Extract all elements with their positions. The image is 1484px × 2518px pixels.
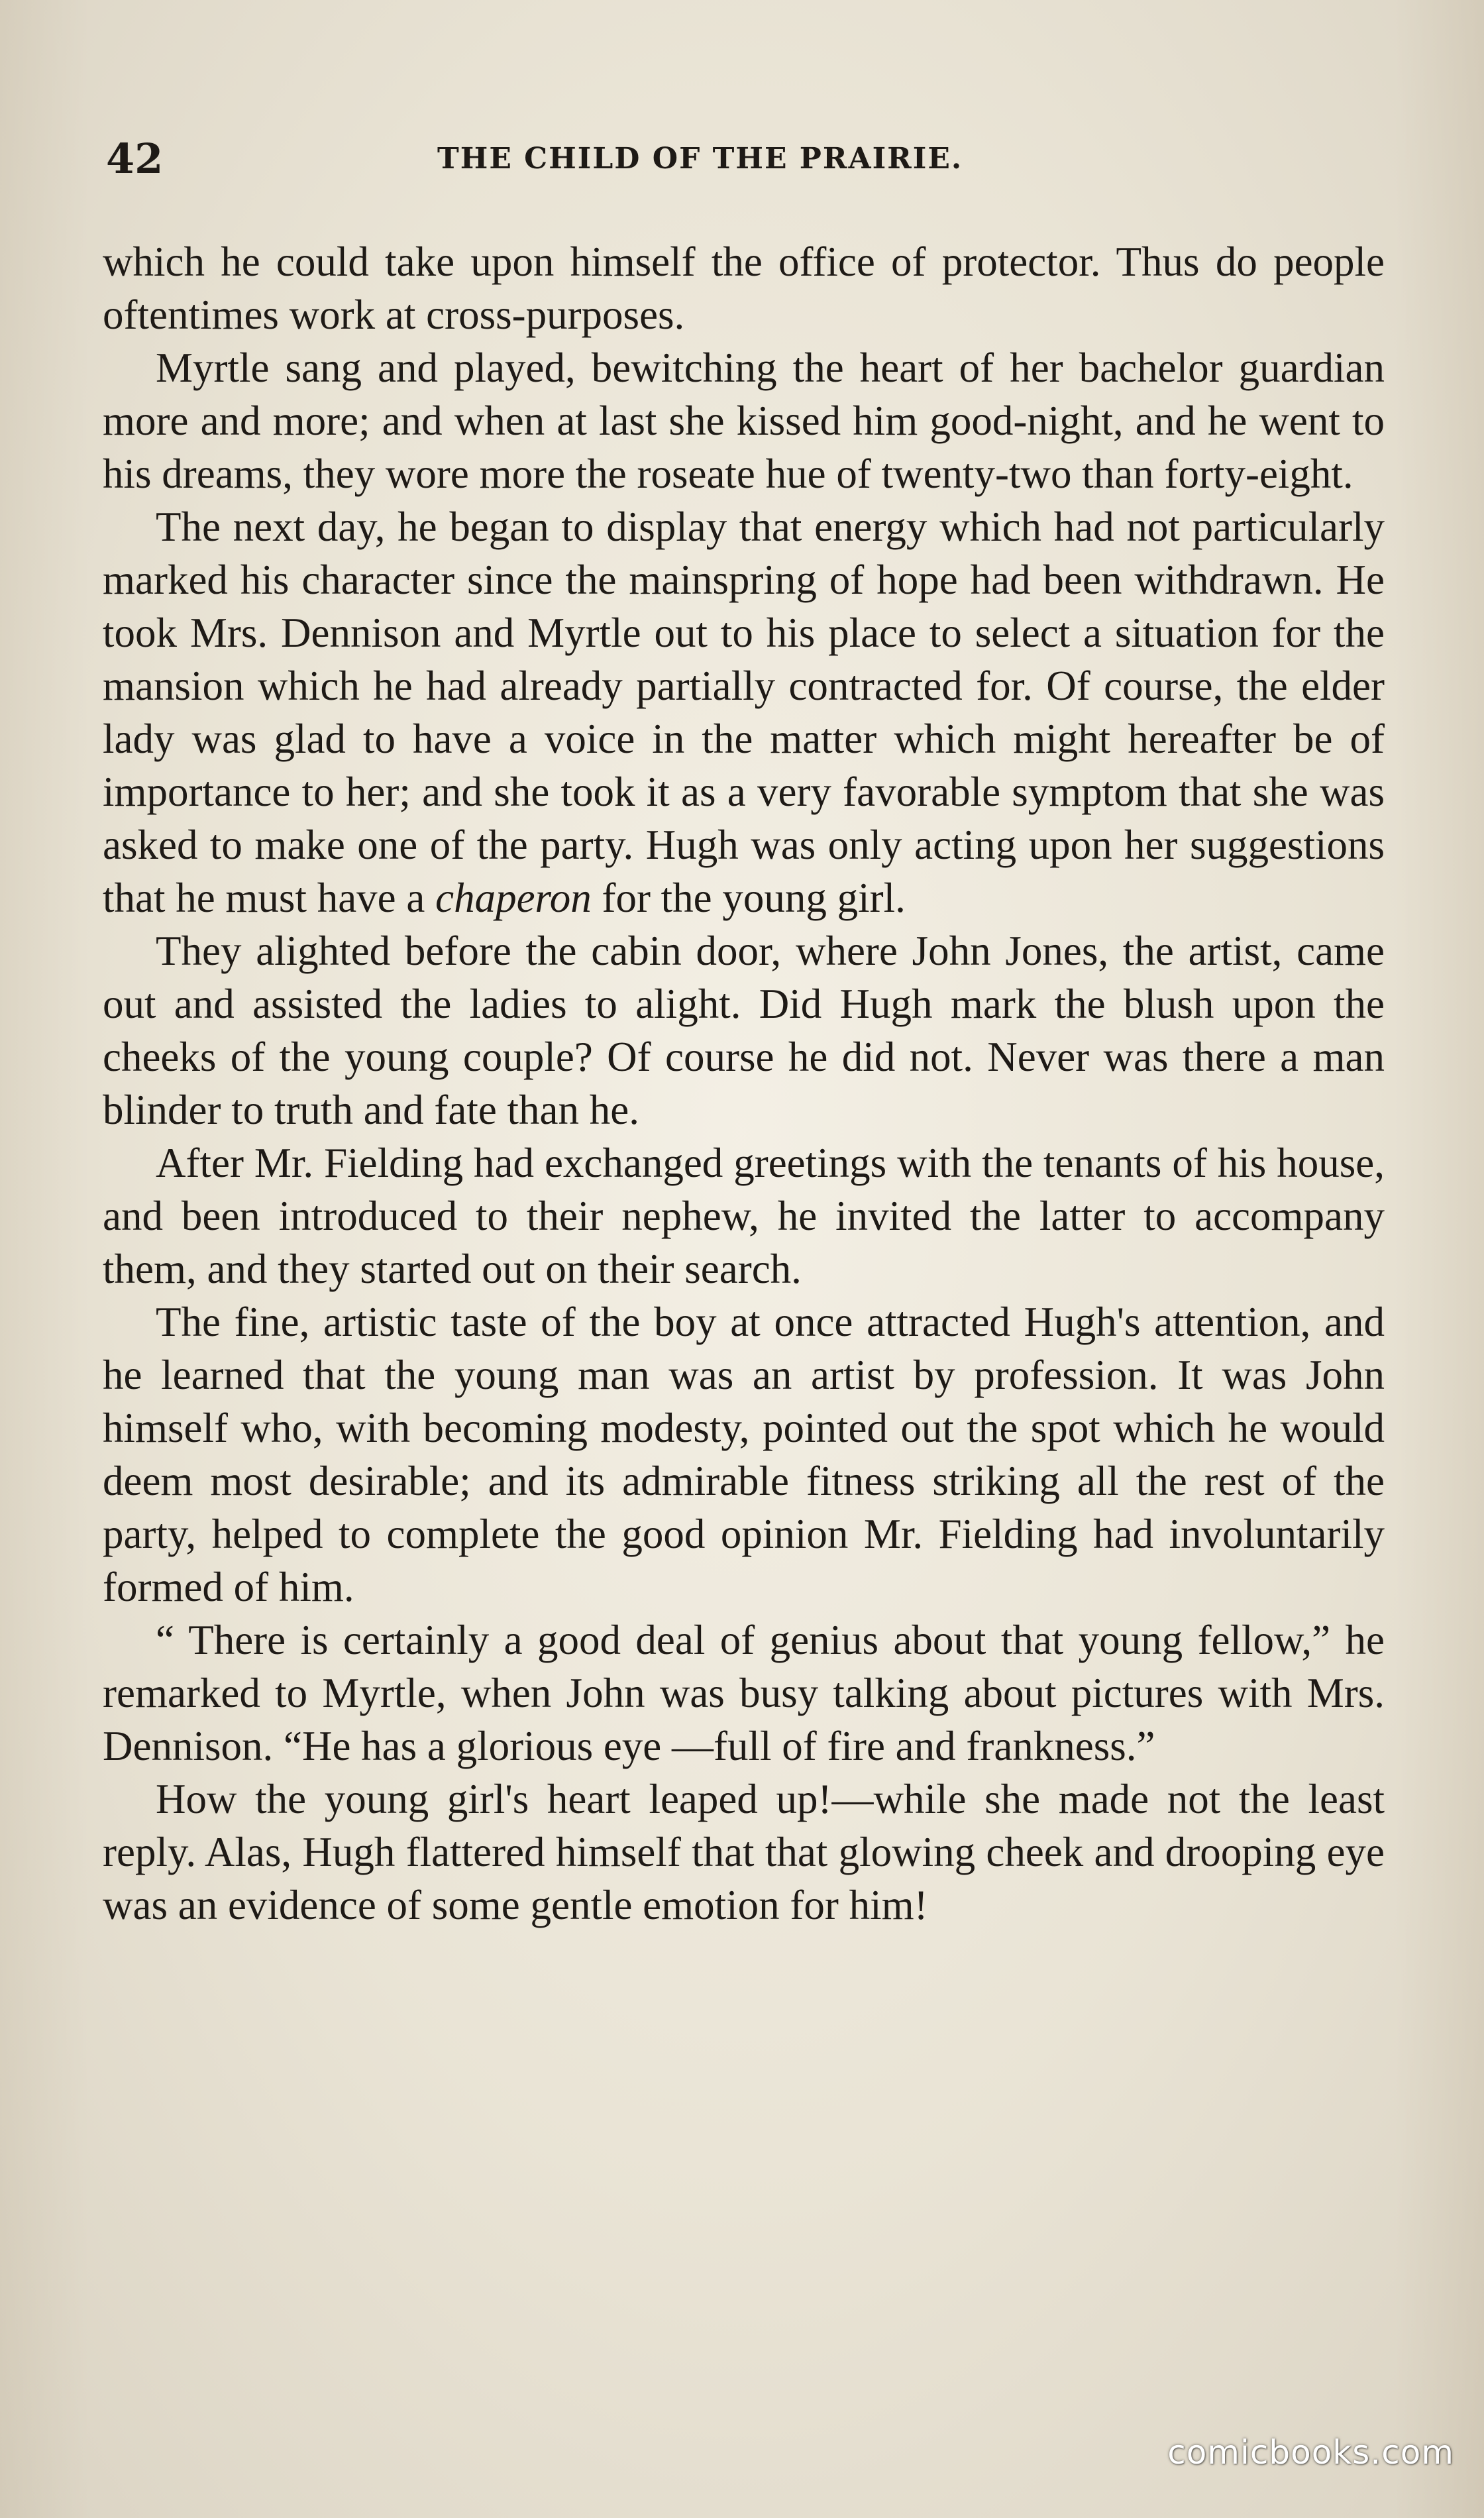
body-text bbox=[103, 235, 1385, 1932]
paragraph-5: After Mr. Fielding had exchanged greetings with the tenants of his house, and been introduced to their nephew, he invited the latter to accompany them, and they started out on their search. bbox=[103, 1140, 1385, 1292]
paragraph-4: They alighted before the cabin door, where John Jones, the artist, came out and assisted the ladies to alight. Did Hugh mark the blush upon the cheeks of the young couple? Of course he did not. Never was there a man blinder to truth and fate than he. bbox=[103, 928, 1385, 1133]
page-number: 42 bbox=[106, 135, 164, 183]
paragraph-8: How the young girl's heart leaped up!—while she made not the least reply. Alas, Hugh flattered himself that that glowing cheek and drooping eye was an evidence of some gentle emotion for him! bbox=[103, 1776, 1385, 1928]
watermark: comicbooks.com bbox=[1167, 2433, 1454, 2472]
paragraph-7: “ There is certainly a good deal of genius about that young fellow,” he remarked to Myrtle, when John was busy talking about pictures with Mrs. Dennison. “He has a glorious eye —full of fire and frankness.” bbox=[103, 1617, 1385, 1769]
page-header bbox=[106, 133, 1371, 186]
paragraph-2: Myrtle sang and played, bewitching the heart of her bachelor guardian more and more; and when at last she kissed him good-night, and he went to his dreams, they wore more the roseate hue of twenty-two than forty-eight. bbox=[103, 345, 1385, 497]
paragraph-3-end: for the young girl. bbox=[602, 875, 906, 921]
italic-word-chaperon: chaperon bbox=[435, 875, 592, 921]
paragraph-3-article: a bbox=[406, 875, 425, 921]
paragraph-6: The fine, artistic taste of the boy at once attracted Hugh's attention, and he learned that the young man was an artist by profession. It was John himself who, with becoming modesty, pointed out the spot which he would deem most desirable; and its admirable fitness striking all the rest of the party, helped to complete the good opinion Mr. Fielding had involuntarily formed of him. bbox=[103, 1299, 1385, 1610]
paragraph-1: which he could take upon himself the office of protector. Thus do people oftentimes work at cross-purposes. bbox=[103, 239, 1385, 338]
running-title: THE CHILD OF THE PRAIRIE. bbox=[437, 142, 963, 176]
paragraph-3-main: The next day, he began to display that energy which had not particularly marked his character since the mainspring of hope had been withdrawn. He took Mrs. Dennison and Myrtle out to his place to select a situation for the mansion which he had already partially contracted for. Of course, the elder lady was glad to have a voice in the matter which might hereafter be of importance to her; and she took it as a very favorable symptom that she was asked to make one of the party. Hugh was only acting upon her suggestions that he must have bbox=[103, 504, 1385, 921]
paragraph-3 bbox=[103, 500, 1385, 924]
